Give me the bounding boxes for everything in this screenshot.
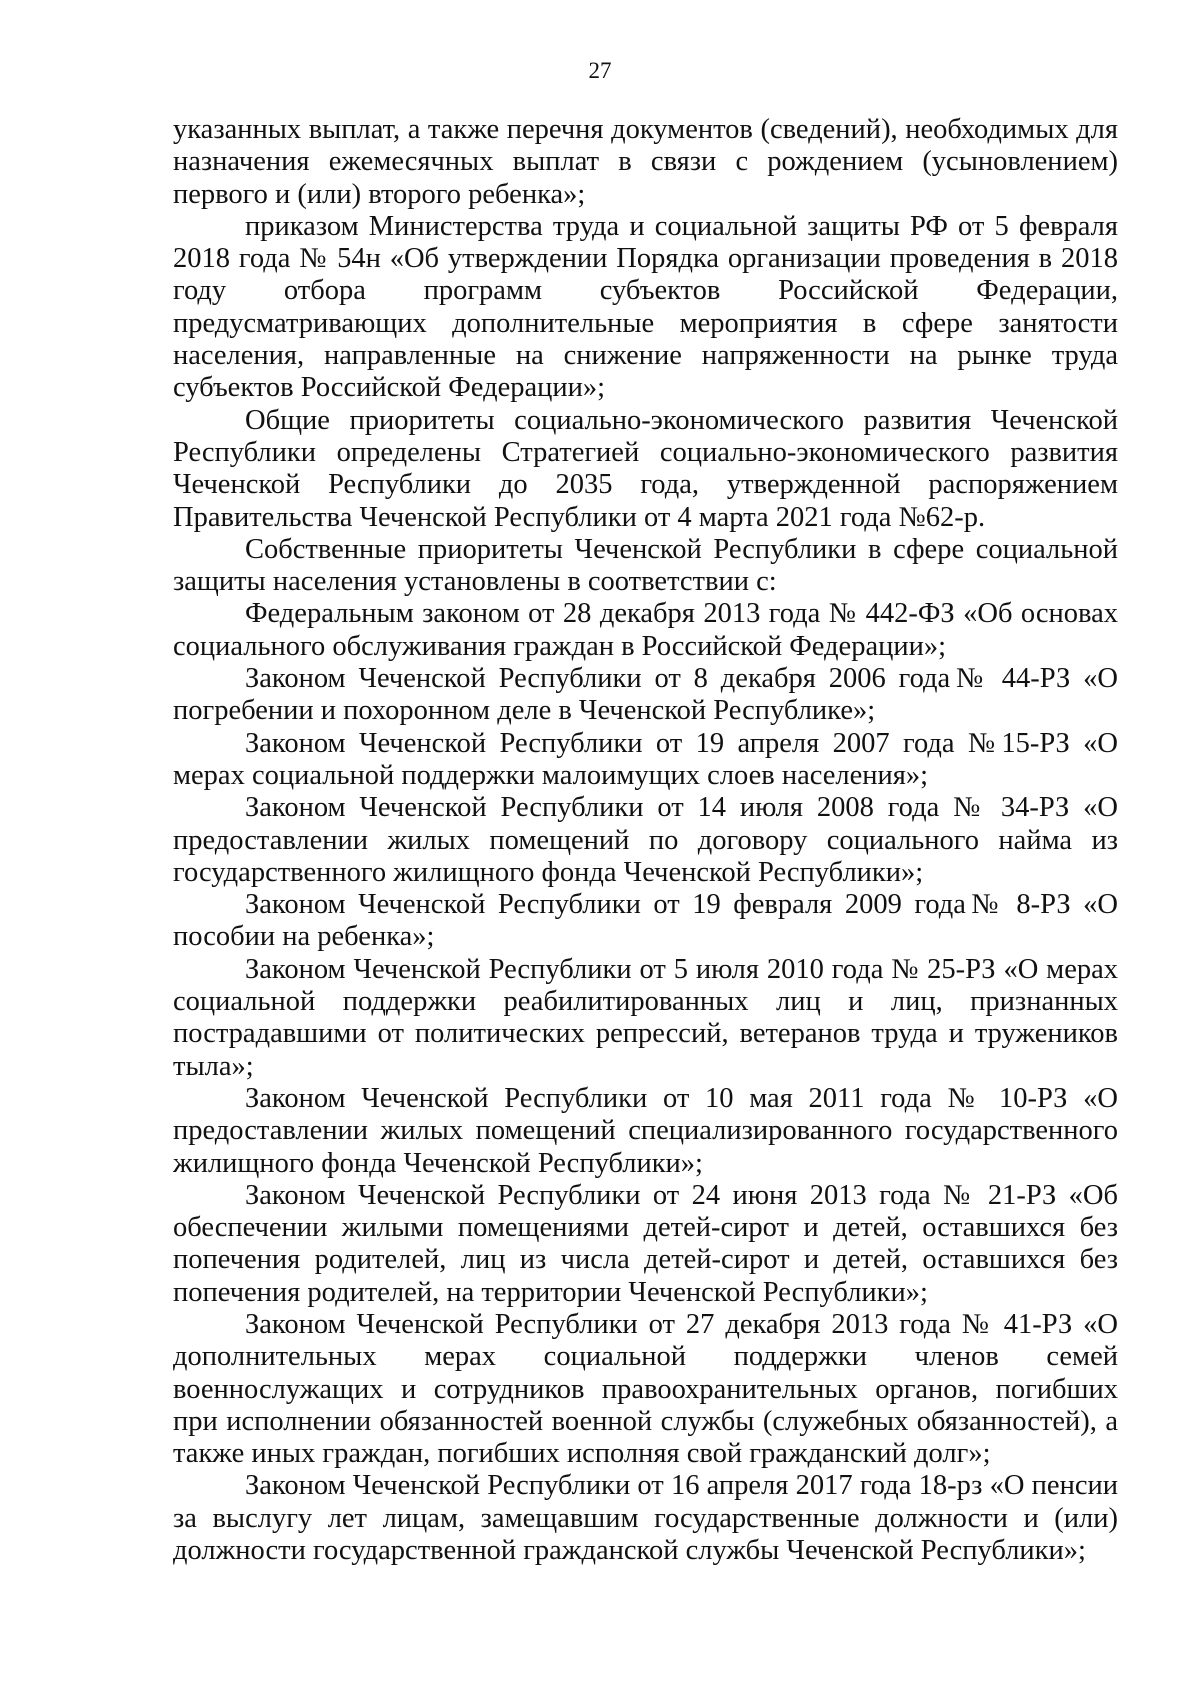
paragraph-9: Законом Чеченской Республики от 19 февраля 2009 года№ 8-РЗ «О пособии на ребенка»; [173, 889, 1118, 953]
paragraph-5: Федеральным законом от 28 декабря 2013 года № 442-ФЗ «Об основах социального обслуживания граждан в Российской Федерации»; [173, 598, 1118, 662]
paragraph-6: Законом Чеченской Республики от 8 декабря 2006 года№ 44-РЗ «О погребении и похоронном деле в Чеченской Республике»; [173, 663, 1118, 727]
paragraph-12: Законом Чеченской Республики от 24 июня 2013 года № 21-РЗ «Об обеспечении жилыми помещениями детей-сирот и детей, оставшихся без попечения родителей, лиц из числа детей-сирот и детей, оставшихся без попечения родителей, на территории Чеченской Республики»; [173, 1179, 1118, 1308]
paragraph-7: Законом Чеченской Республики от 19 апреля 2007 года №15-РЗ «О мерах социальной поддержки малоимущих слоев населения»; [173, 727, 1118, 791]
paragraph-10: Законом Чеченской Республики от 5 июля 2010 года № 25-РЗ «О мерах социальной поддержки реабилитированных лиц и лиц, признанных пострадавшими от политических репрессий, ветеранов труда и тружеников тыла»; [173, 953, 1118, 1082]
paragraph-13: Законом Чеченской Республики от 27 декабря 2013 года № 41-РЗ «О дополнительных мерах социальной поддержки членов семей военнослужащих и сотрудников правоохранительных органов, погибших при исполнении обязанностей военной службы (служебных обязанностей), а также иных граждан, погибших исполняя свой гражданский долг»; [173, 1308, 1118, 1470]
paragraph-1: указанных выплат, а также перечня документов (сведений), необходимых для назначения ежемесячных выплат в связи с рождением (усыновлением) первого и (или) второго ребенка»; [173, 114, 1118, 210]
paragraph-14: Законом Чеченской Республики от 16 апреля 2017 года 18-рз «О пенсии за выслугу лет лицам, замещавшим государственные должности и (или) должности государственной гражданской службы Чеченской Республики»; [173, 1470, 1118, 1567]
page-number: 27 [588, 58, 612, 83]
paragraph-8: Законом Чеченской Республики от 14 июля 2008 года № 34-РЗ «О предоставлении жилых помещений по договору социального найма из государственного жилищного фонда Чеченской Республики»; [173, 792, 1118, 888]
paragraph-11: Законом Чеченской Республики от 10 мая 2011 года № 10-РЗ «О предоставлении жилых помещений специализированного государственного жилищного фонда Чеченской Республики»; [173, 1082, 1118, 1179]
document-body [173, 114, 1118, 1567]
paragraph-3: Общие приоритеты социально-экономического развития Чеченской Республики определены Стратегией социально-экономического развития Чеченской Республики до 2035 года, утвержденной распоряжением Правительства Чеченской Республики от 4 марта 2021 года №62-р. [173, 404, 1118, 533]
paragraph-2: приказом Министерства труда и социальной защиты РФ от 5 февраля 2018 года № 54н «Об утверждении Порядка организации проведения в 2018 году отбора программ субъектов Российской Федерации, предусматривающих дополнительные мероприятия в сфере занятости населения, направленные на снижение напряженности на рынке труда субъектов Российской Федерации»; [173, 210, 1118, 404]
paragraph-4: Собственные приоритеты Чеченской Республики в сфере социальной защиты населения установлены в соответствии с: [173, 533, 1118, 598]
